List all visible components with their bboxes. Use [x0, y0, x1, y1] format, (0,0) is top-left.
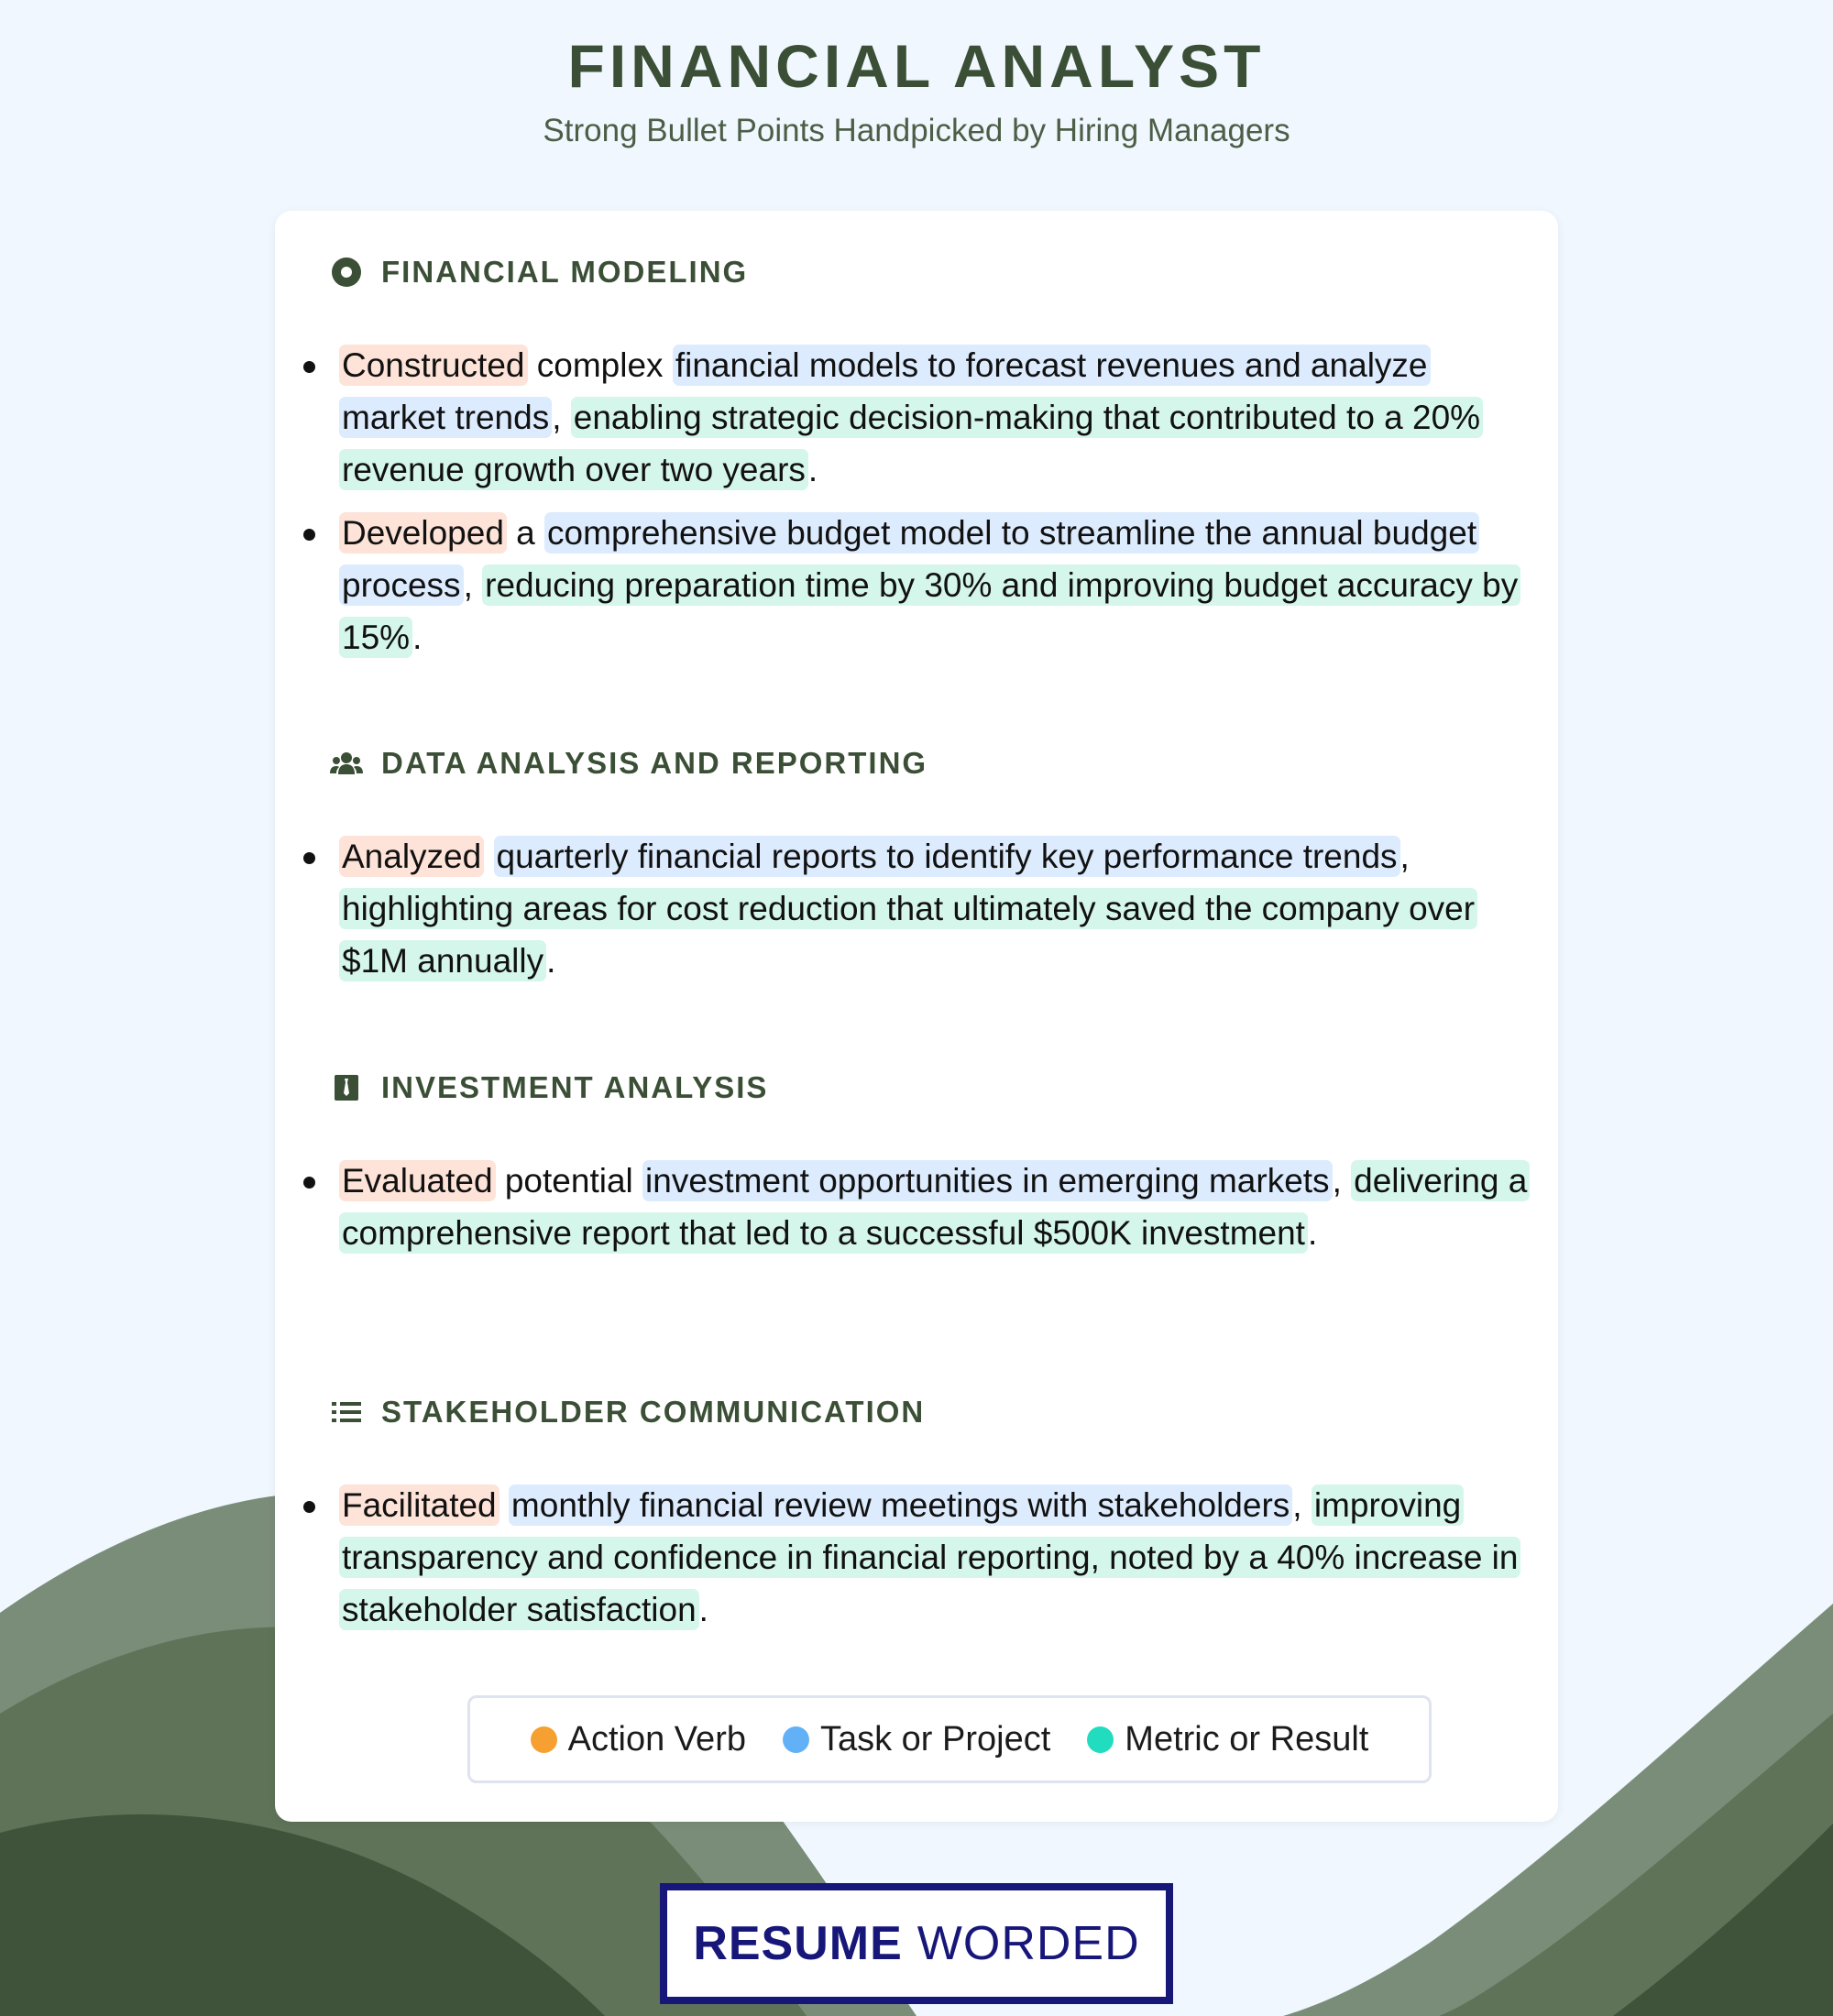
- connector-text: a: [506, 514, 545, 552]
- legend-item-task-or-project: [783, 1720, 1050, 1759]
- bullet-list-investment-analysis: [335, 1155, 1536, 1270]
- bullet-points-card: [275, 211, 1558, 1822]
- bullet-dot: [303, 1501, 315, 1513]
- action-verb: Analyzed: [339, 836, 484, 877]
- list-icon: [330, 1396, 363, 1429]
- list-item: [335, 507, 1536, 663]
- action-verb: Constructed: [339, 345, 528, 386]
- list-item: [335, 339, 1536, 496]
- legend-item-action-verb: [531, 1720, 746, 1759]
- connector-text: [484, 838, 493, 875]
- users-icon: [330, 747, 363, 780]
- separator-text: ,: [1399, 838, 1420, 875]
- legend-dot: [1087, 1726, 1114, 1753]
- metric-phrase: reducing preparation time by 30% and improving budget accuracy by 15%: [339, 564, 1520, 658]
- bullet-dot: [303, 361, 315, 373]
- legend-dot: [531, 1726, 557, 1753]
- action-verb: Evaluated: [339, 1160, 496, 1201]
- separator-text: ,: [463, 566, 483, 604]
- section-header-data-analysis: [330, 742, 927, 784]
- metric-phrase: enabling strategic decision-making that contributed to a 20% revenue growth over two years: [339, 397, 1483, 490]
- legend-label: Task or Project: [819, 1719, 1051, 1759]
- highlight-legend: [467, 1695, 1432, 1783]
- section-header-investment-analysis: [330, 1067, 768, 1109]
- connector-text: complex: [527, 346, 673, 384]
- section-title: DATA ANALYSIS AND REPORTING: [381, 746, 928, 780]
- logo-text-strong: RESUME: [693, 1917, 903, 1970]
- section-title: STAKEHOLDER COMMUNICATION: [381, 1395, 926, 1429]
- page-subtitle: Strong Bullet Points Handpicked by Hiring Managers: [543, 113, 1290, 148]
- legend-label: Action Verb: [567, 1719, 746, 1759]
- connector-text: potential: [495, 1162, 643, 1200]
- section-header-financial-modeling: [330, 251, 748, 293]
- task-phrase: monthly financial review meetings with stakeholders: [509, 1485, 1292, 1526]
- page-title: FINANCIAL ANALYST: [567, 32, 1266, 100]
- bullet-list-data-analysis: [335, 830, 1536, 998]
- end-punctuation: .: [1307, 1214, 1318, 1252]
- separator-text: ,: [1332, 1162, 1352, 1200]
- target-icon: [330, 256, 363, 289]
- section-title: INVESTMENT ANALYSIS: [381, 1070, 769, 1104]
- task-phrase: investment opportunities in emerging markets: [642, 1160, 1333, 1201]
- list-item: [335, 830, 1536, 987]
- legend-label: Metric or Result: [1125, 1719, 1369, 1759]
- separator-text: ,: [552, 399, 571, 436]
- task-phrase: comprehensive budget model to streamline the annual budget process: [339, 512, 1479, 606]
- connector-text: [499, 1486, 509, 1524]
- resume-worded-logo: [660, 1883, 1173, 2004]
- section-header-stakeholder-communication: [330, 1391, 925, 1433]
- separator-text: ,: [1292, 1486, 1312, 1524]
- bullet-dot: [303, 852, 315, 864]
- list-item: [335, 1479, 1536, 1636]
- section-title: FINANCIAL MODELING: [381, 255, 749, 289]
- legend-item-metric-or-result: [1087, 1720, 1368, 1759]
- logo-text-light: WORDED: [916, 1917, 1140, 1970]
- end-punctuation: .: [807, 451, 818, 488]
- metric-phrase: highlighting areas for cost reduction that ultimately saved the company over $1M annually: [339, 888, 1477, 981]
- bullet-dot: [303, 529, 315, 541]
- bullet-list-financial-modeling: [335, 339, 1536, 674]
- metric-phrase: delivering a comprehensive report that led to a successful $500K investment: [339, 1160, 1530, 1254]
- legend-dot: [783, 1726, 809, 1753]
- task-phrase: quarterly financial reports to identify key performance trends: [494, 836, 1400, 877]
- end-punctuation: .: [546, 942, 556, 980]
- list-item: [335, 1155, 1536, 1259]
- action-verb: Developed: [339, 512, 507, 553]
- action-verb: Facilitated: [339, 1485, 499, 1526]
- end-punctuation: .: [698, 1591, 708, 1628]
- bullet-list-stakeholder-communication: [335, 1479, 1536, 1647]
- task-phrase: financial models to forecast revenues and analyze market trends: [339, 345, 1431, 438]
- metric-phrase: improving transparency and confidence in financial reporting, noted by a 40% increase in stakeholder satisfaction: [339, 1485, 1520, 1630]
- bullet-dot: [303, 1177, 315, 1189]
- end-punctuation: .: [412, 619, 423, 656]
- briefcase-tie-icon: [330, 1071, 363, 1104]
